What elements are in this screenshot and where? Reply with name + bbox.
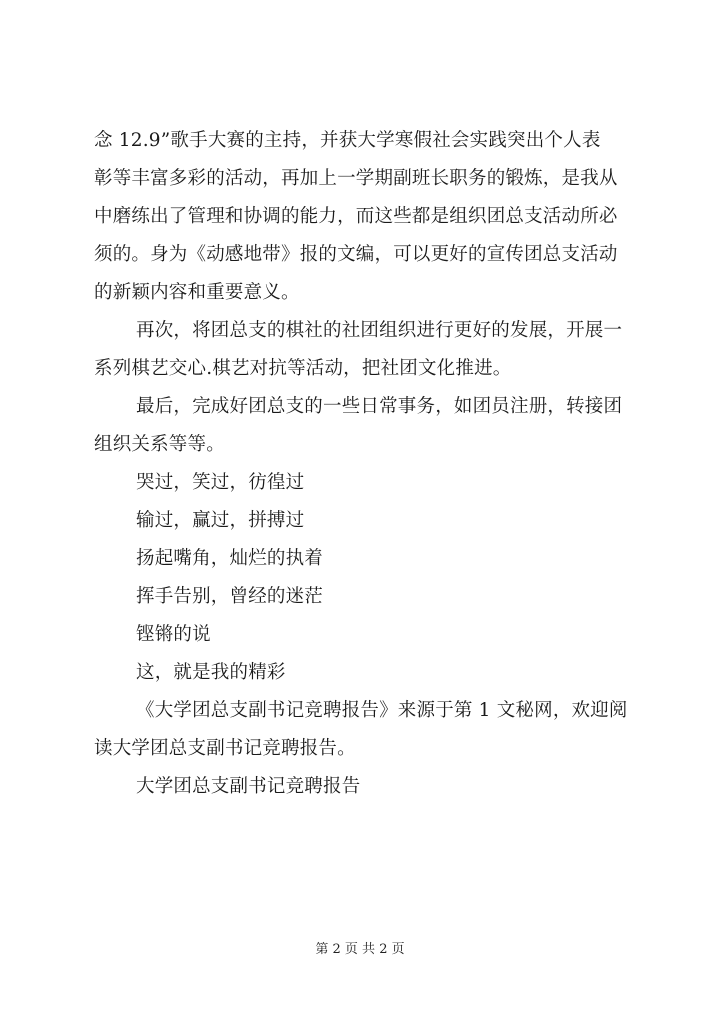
body-text [94,122,634,806]
text-line: 系列棋艺交心.棋艺对抗等活动，把社团文化推进。 [94,358,512,379]
paragraph [94,388,634,464]
poem-line: 挥手告别，曾经的迷茫 [136,586,324,607]
text-line: 念 12.9”歌手大赛的主持，并获大学寒假社会实践突出个人表 [94,130,601,151]
text-line: 读大学团总支副书记竞聘报告。 [94,738,356,759]
text-line: 彰等丰富多彩的活动，再加上一学期副班长职务的锻炼，是我从 [94,168,618,189]
closing-title: 大学团总支副书记竞聘报告 [136,776,361,797]
text-line: 组织关系等等。 [94,434,225,455]
text-line: 《大学团总支副书记竞聘报告》来源于第 1 文秘网，欢迎阅 [136,700,628,721]
poem-line: 扬起嘴角，灿烂的执着 [136,548,324,569]
text-line: 再次，将团总支的棋社的社团组织进行更好的发展，开展一 [136,320,623,341]
paragraph [94,122,634,312]
poem-line: 哭过，笑过，彷徨过 [136,472,305,493]
text-line: 最后，完成好团总支的一些日常事务，如团员注册，转接团 [136,396,623,417]
paragraph [94,312,634,388]
page-number: 第 2 页 共 2 页 [315,942,405,957]
poem-line: 铿锵的说 [136,624,211,645]
paragraph [94,692,634,768]
page-footer [0,938,720,957]
text-line: 须的。身为《动感地带》报的文编，可以更好的宣传团总支活动 [94,244,618,265]
poem-line: 输过，赢过，拼搏过 [136,510,305,531]
poem-line: 这，就是我的精彩 [136,662,286,683]
text-line: 的新颖内容和重要意义。 [94,282,300,303]
text-line: 中磨练出了管理和协调的能力，而这些都是组织团总支活动所必 [94,206,618,227]
